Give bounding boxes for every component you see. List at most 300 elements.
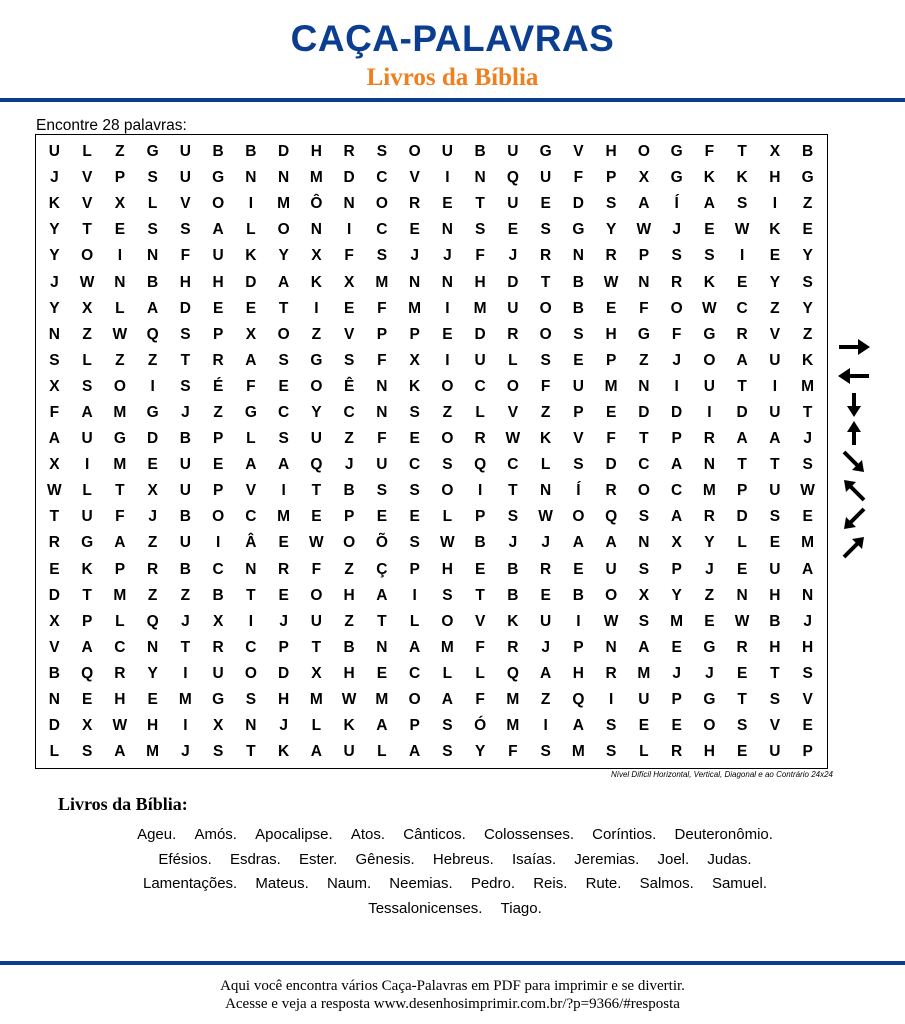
grid-letter: O: [637, 482, 650, 500]
grid-letter: B: [147, 273, 159, 291]
grid-letter: P: [671, 560, 682, 578]
grid-letter: E: [409, 508, 420, 526]
grid-letter: L: [508, 351, 518, 369]
grid-letter: T: [278, 299, 289, 317]
grid-letter: Y: [49, 247, 60, 265]
grid-letter: U: [212, 247, 224, 265]
grid-letter: Ç: [376, 560, 388, 578]
grid-letter: O: [375, 195, 388, 213]
grid-letter: C: [409, 456, 421, 474]
grid-letter: Y: [802, 247, 813, 265]
grid-letter: P: [638, 247, 650, 265]
grid-letter: E: [49, 560, 60, 578]
grid-letter: E: [638, 717, 650, 735]
grid-letter: B: [474, 143, 486, 161]
grid-letter: E: [278, 534, 289, 552]
grid-letter: I: [314, 299, 319, 317]
grid-letter: M: [637, 664, 651, 682]
grid-letter: X: [638, 586, 650, 604]
grid-letter: J: [344, 456, 354, 474]
word-list-item: Cânticos.: [403, 826, 466, 843]
grid-letter: C: [212, 560, 224, 578]
grid-letter: T: [475, 586, 485, 604]
grid-letter: X: [311, 664, 322, 682]
grid-letter: Q: [572, 691, 585, 709]
grid-letter: E: [802, 508, 813, 526]
grid-letter: R: [278, 560, 290, 578]
word-list-item: Deuteronômio.: [674, 826, 773, 843]
grid-letter: H: [769, 638, 781, 656]
grid-letter: E: [147, 691, 158, 709]
grid-letter: S: [147, 221, 158, 239]
grid-letter: S: [573, 456, 584, 474]
grid-letter: J: [50, 273, 59, 291]
grid-letter: A: [671, 456, 683, 474]
word-list-item: Amós.: [194, 826, 237, 843]
grid-letter: S: [540, 351, 551, 369]
word-list-heading: Livros da Bíblia:: [58, 794, 188, 814]
grid-letter: L: [147, 195, 158, 213]
grid-letter: A: [703, 195, 715, 213]
grid-letter: V: [409, 169, 420, 187]
grid-letter: E: [573, 351, 584, 369]
grid-letter: U: [474, 351, 486, 369]
grid-letter: I: [543, 717, 548, 735]
grid-letter: U: [769, 482, 781, 500]
grid-letter: L: [82, 351, 92, 369]
grid-letter: Q: [506, 169, 519, 187]
word-list-item: Mateus.: [255, 875, 309, 892]
grid-letter: N: [147, 638, 159, 656]
grid-letter: B: [572, 586, 584, 604]
grid-letter: C: [245, 638, 257, 656]
grid-letter: Z: [147, 534, 158, 552]
grid-letter: P: [212, 430, 224, 448]
grid-letter: Y: [769, 273, 781, 291]
grid-letter: X: [49, 612, 60, 630]
grid-letter: X: [245, 325, 257, 343]
grid-letter: A: [409, 743, 421, 761]
grid-letter: E: [212, 456, 224, 474]
grid-letter: K: [310, 273, 322, 291]
grid-letter: I: [739, 247, 745, 265]
grid-letter: M: [113, 586, 127, 604]
grid-letter: D: [48, 717, 60, 735]
grid-letter: Y: [49, 299, 60, 317]
grid-letter: A: [802, 560, 814, 578]
grid-letter: U: [441, 143, 453, 161]
grid-letter: J: [181, 403, 190, 421]
grid-letter: D: [278, 664, 290, 682]
grid-letter: O: [539, 299, 552, 317]
grid-letter: X: [212, 717, 224, 735]
grid-letter: Y: [802, 299, 813, 317]
grid-letter: É: [212, 377, 224, 395]
grid-letter: I: [248, 195, 254, 213]
grid-letter: P: [671, 430, 682, 448]
grid-letter: L: [409, 612, 420, 630]
grid-letter: U: [605, 560, 617, 578]
grid-letter: D: [638, 403, 650, 421]
grid-letter: S: [212, 743, 224, 761]
grid-letter: O: [81, 247, 94, 265]
grid-letter: I: [772, 377, 778, 395]
grid-letter: G: [572, 221, 585, 239]
grid-letter: Ó: [474, 717, 487, 735]
grid-letter: L: [442, 508, 453, 526]
grid-letter: T: [737, 456, 747, 474]
grid-letter: A: [147, 299, 159, 317]
grid-letter: O: [244, 664, 257, 682]
grid-letter: X: [311, 247, 322, 265]
grid-letter: J: [508, 534, 518, 552]
grid-letter: R: [409, 195, 421, 213]
grid-letter: H: [343, 664, 355, 682]
grid-letter: T: [802, 403, 813, 421]
grid-letter: S: [376, 482, 388, 500]
grid-letter: I: [674, 377, 679, 395]
grid-letter: N: [409, 273, 421, 291]
grid-letter: I: [477, 482, 483, 500]
grid-letter: C: [376, 169, 388, 187]
grid-letter: O: [441, 612, 454, 630]
grid-letter: F: [377, 430, 387, 448]
grid-letter: L: [475, 403, 485, 421]
grid-letter: X: [409, 351, 420, 369]
grid-letter: I: [346, 221, 352, 239]
grid-letter: R: [212, 638, 224, 656]
grid-letter: S: [278, 430, 289, 448]
grid-letter: U: [48, 143, 60, 161]
grid-letter: U: [310, 430, 322, 448]
grid-letter: W: [636, 221, 652, 239]
grid-letter: I: [772, 195, 778, 213]
grid-letter: G: [146, 143, 159, 161]
grid-letter: O: [310, 586, 323, 604]
grid-letter: M: [473, 299, 487, 317]
grid-letter: S: [474, 221, 486, 239]
grid-letter: E: [278, 377, 289, 395]
grid-letter: V: [180, 195, 191, 213]
grid-letter: Z: [344, 612, 354, 630]
grid-letter: L: [639, 743, 649, 761]
grid-letter: B: [48, 664, 60, 682]
grid-letter: T: [737, 377, 747, 395]
grid-letter: Y: [605, 221, 617, 239]
grid-letter: L: [540, 456, 551, 474]
grid-letter: U: [572, 377, 584, 395]
grid-letter: O: [343, 534, 356, 552]
grid-letter: E: [409, 221, 420, 239]
grid-letter: T: [737, 691, 747, 709]
grid-letter: N: [376, 403, 388, 421]
grid-letter: S: [376, 247, 388, 265]
grid-letter: P: [343, 508, 355, 526]
grid-letter: R: [147, 560, 159, 578]
grid-letter: R: [671, 743, 683, 761]
grid-letter: E: [769, 534, 781, 552]
word-list-item: Lamentações.: [143, 875, 238, 892]
grid-letter: X: [49, 377, 60, 395]
grid-letter: M: [801, 377, 815, 395]
grid-letter: F: [115, 508, 125, 526]
grid-letter: Í: [674, 195, 679, 213]
grid-letter: R: [671, 273, 683, 291]
grid-letter: S: [540, 221, 551, 239]
grid-letter: C: [278, 403, 290, 421]
grid-letter: U: [769, 560, 781, 578]
grid-letter: R: [540, 247, 552, 265]
grid-letter: W: [702, 299, 717, 317]
grid-letter: U: [179, 534, 191, 552]
grid-letter: I: [183, 717, 188, 735]
grid-letter: K: [81, 560, 93, 578]
grid-letter: J: [181, 743, 190, 761]
grid-letter: K: [409, 377, 421, 395]
footer-line-2: Acesse e veja a resposta www.desenhosimprimir.com.br/?p=9366/#resposta: [225, 996, 680, 1012]
grid-letter: S: [769, 508, 781, 526]
puzzle-instruction: Encontre 28 palavras:: [36, 117, 187, 134]
grid-letter: N: [147, 247, 159, 265]
grid-letter: M: [408, 299, 422, 317]
grid-letter: T: [115, 482, 125, 500]
grid-letter: H: [769, 169, 781, 187]
grid-letter: G: [637, 325, 650, 343]
grid-letter: S: [442, 456, 453, 474]
grid-letter: Z: [442, 403, 453, 421]
arrow-right-icon: [836, 334, 872, 360]
grid-letter: O: [212, 195, 225, 213]
grid-letter: S: [180, 325, 191, 343]
grid-letter: E: [147, 456, 158, 474]
grid-letter: V: [474, 612, 486, 630]
grid-letter: Y: [474, 743, 486, 761]
grid-letter: Y: [311, 403, 322, 421]
grid-letter: O: [212, 508, 225, 526]
grid-letter: I: [445, 169, 450, 187]
grid-letter: F: [573, 169, 584, 187]
grid-letter: D: [343, 169, 355, 187]
grid-letter: D: [572, 195, 584, 213]
grid-letter: C: [114, 638, 126, 656]
grid-letter: T: [246, 586, 256, 604]
grid-letter: R: [540, 560, 552, 578]
grid-letter: S: [442, 586, 453, 604]
grid-letter: W: [341, 691, 357, 709]
grid-letter: O: [408, 691, 421, 709]
arrow-down-icon: [836, 392, 872, 418]
grid-letter: T: [770, 456, 780, 474]
page-subtitle: Livros da Bíblia: [366, 64, 539, 91]
grid-letter: Ô: [310, 195, 323, 213]
grid-letter: T: [540, 273, 551, 291]
grid-letter: S: [802, 273, 813, 291]
grid-letter: G: [539, 143, 552, 161]
grid-letter: V: [802, 691, 813, 709]
grid-letter: E: [409, 430, 420, 448]
grid-letter: R: [605, 247, 617, 265]
grid-letter: U: [376, 456, 388, 474]
word-list-item: Tessalonicenses.: [368, 899, 483, 917]
top-divider: [0, 98, 905, 102]
grid-letter: N: [441, 221, 453, 239]
grid-letter: V: [769, 325, 781, 343]
grid-letter: U: [507, 299, 519, 317]
difficulty-note: Nível Difícil Horizontal, Vertical, Diagonal e ao Contrário 24x24: [610, 770, 833, 779]
grid-letter: M: [670, 612, 684, 630]
letter-grid: [38, 139, 824, 765]
grid-letter: M: [113, 403, 127, 421]
grid-letter: V: [507, 403, 519, 421]
grid-letter: R: [736, 638, 748, 656]
grid-letter: T: [246, 743, 256, 761]
grid-letter: N: [605, 638, 617, 656]
grid-letter: E: [442, 195, 453, 213]
grid-letter: U: [507, 195, 519, 213]
arrow-up-left-icon: [836, 477, 872, 503]
grid-letter: K: [343, 717, 355, 735]
grid-letter: O: [506, 377, 519, 395]
grid-letter: S: [540, 743, 551, 761]
grid-letter: B: [343, 482, 355, 500]
grid-letter: E: [81, 691, 93, 709]
grid-letter: W: [112, 717, 128, 735]
grid-letter: L: [82, 482, 92, 500]
footer: [0, 977, 905, 1013]
grid-letter: S: [638, 508, 650, 526]
grid-letter: Z: [344, 430, 354, 448]
grid-letter: R: [343, 143, 355, 161]
grid-letter: N: [572, 247, 584, 265]
grid-letter: R: [703, 508, 715, 526]
grid-letter: A: [81, 403, 93, 421]
grid-letter: A: [245, 456, 257, 474]
grid-letter: O: [277, 221, 290, 239]
grid-letter: L: [737, 534, 747, 552]
grid-letter: T: [508, 482, 518, 500]
grid-letter: E: [376, 664, 388, 682]
grid-letter: K: [245, 247, 257, 265]
grid-letter: Z: [311, 325, 322, 343]
grid-letter: J: [148, 508, 157, 526]
grid-letter: K: [278, 743, 290, 761]
grid-letter: E: [245, 299, 257, 317]
grid-letter: S: [180, 221, 191, 239]
grid-letter: N: [245, 169, 257, 187]
grid-letter: Y: [49, 221, 60, 239]
grid-letter: N: [638, 534, 650, 552]
grid-letter: C: [736, 299, 748, 317]
grid-letter: N: [638, 377, 650, 395]
grid-letter: S: [245, 691, 257, 709]
grid-letter: J: [672, 221, 681, 239]
grid-letter: Y: [147, 664, 158, 682]
grid-letter: V: [81, 195, 93, 213]
word-list-item: Hebreus.: [432, 850, 494, 868]
grid-letter: T: [180, 638, 191, 656]
word-list-item: Reis.: [533, 875, 568, 892]
word-list-item: Colossenses.: [483, 826, 574, 843]
grid-letter: N: [343, 195, 355, 213]
grid-letter: S: [736, 195, 748, 213]
grid-letter: B: [572, 299, 584, 317]
grid-letter: L: [82, 143, 92, 161]
grid-letter: E: [343, 299, 355, 317]
grid-letter: Z: [115, 351, 125, 369]
grid-letter: L: [246, 430, 256, 448]
grid-letter: I: [445, 299, 450, 317]
direction-legend: [836, 334, 872, 564]
grid-letter: F: [344, 247, 354, 265]
grid-letter: H: [572, 664, 584, 682]
word-list-item: Jeremias.: [574, 850, 640, 868]
grid-letter: I: [608, 691, 614, 709]
grid-letter: W: [800, 482, 815, 500]
grid-letter: F: [246, 377, 256, 395]
arrow-down-left-icon: [836, 506, 872, 532]
grid-letter: U: [310, 612, 322, 630]
grid-letter: N: [376, 377, 388, 395]
word-list-item: Neemias.: [389, 875, 453, 892]
grid-letter: N: [278, 169, 290, 187]
grid-letter: W: [79, 273, 95, 291]
grid-letter: R: [212, 351, 224, 369]
grid-letter: D: [147, 430, 159, 448]
grid-letter: F: [606, 430, 616, 448]
grid-letter: L: [442, 664, 453, 682]
grid-letter: E: [605, 403, 617, 421]
grid-letter: E: [278, 586, 289, 604]
grid-letter: P: [573, 403, 584, 421]
grid-letter: M: [506, 717, 520, 735]
grid-letter: E: [769, 247, 781, 265]
word-list-item: Joel.: [657, 850, 690, 868]
grid-letter: P: [114, 560, 126, 578]
grid-letter: N: [114, 273, 126, 291]
grid-letter: Z: [802, 325, 813, 343]
word-list-item: Salmos.: [639, 875, 694, 892]
grid-letter: U: [638, 691, 650, 709]
grid-letter: Â: [245, 534, 257, 552]
grid-letter: F: [639, 299, 649, 317]
grid-letter: S: [507, 508, 519, 526]
grid-letter: M: [571, 743, 585, 761]
grid-letter: H: [114, 691, 126, 709]
word-list-item: Tiago.: [500, 899, 542, 917]
grid-letter: D: [736, 508, 748, 526]
bottom-divider: [0, 961, 905, 965]
grid-letter: T: [770, 664, 780, 682]
grid-letter: I: [412, 586, 417, 604]
grid-letter: P: [212, 482, 224, 500]
grid-letter: S: [769, 691, 781, 709]
grid-letter: P: [605, 351, 617, 369]
page-title: CAÇA-PALAVRAS: [290, 18, 615, 59]
grid-letter: L: [246, 221, 256, 239]
grid-letter: Z: [82, 325, 92, 343]
grid-letter: E: [212, 299, 224, 317]
grid-letter: W: [440, 534, 455, 552]
grid-letter: B: [769, 612, 781, 630]
word-list-item: Judas.: [707, 850, 752, 868]
arrow-down-right-icon: [836, 449, 872, 475]
grid-letter: E: [507, 221, 519, 239]
grid-letter: M: [375, 273, 389, 291]
grid-letter: V: [245, 482, 257, 500]
grid-letter: E: [736, 273, 748, 291]
grid-letter: H: [179, 273, 191, 291]
grid-letter: Q: [310, 456, 323, 474]
